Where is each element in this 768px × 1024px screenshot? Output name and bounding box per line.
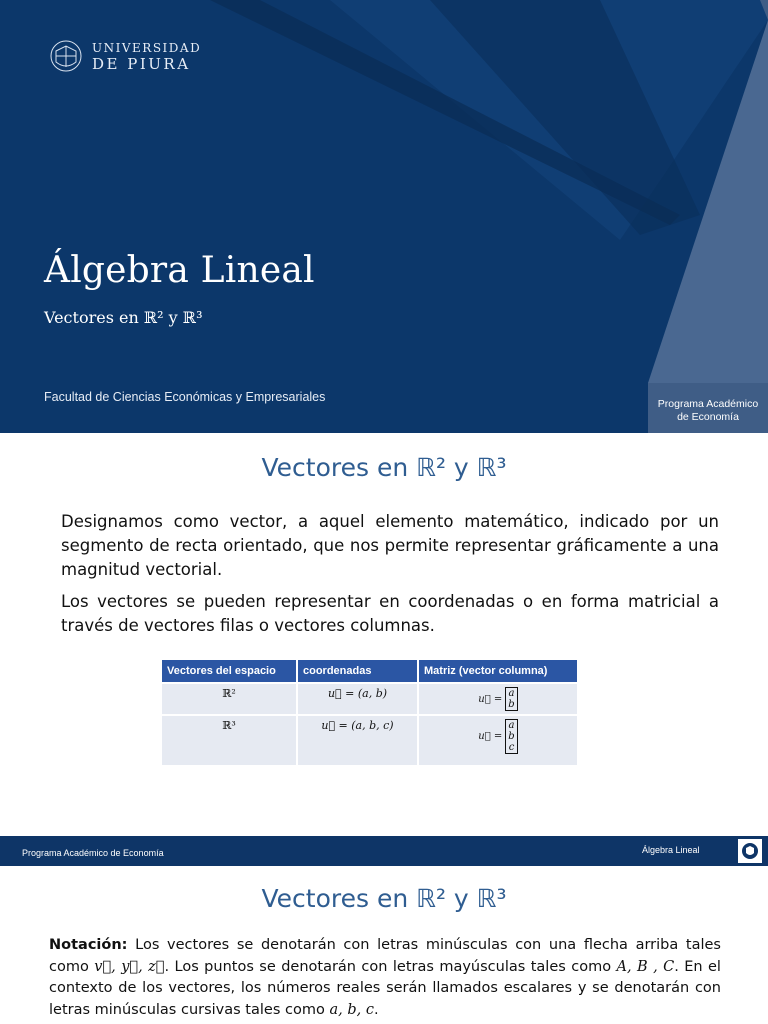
faculty-name: Facultad de Ciencias Económicas y Empresariales [44, 390, 326, 404]
notation-paragraph [49, 935, 721, 1021]
table-cell-space: ℝ³ [162, 715, 297, 765]
cover-subtitle: Vectores en ℝ² y ℝ³ [44, 308, 203, 327]
footer-program: Programa Académico de Economía [22, 848, 164, 858]
matrix-entry: c [508, 742, 515, 753]
vector-definition-paragraph: Designamos como vector, a aquel elemento matemático, indicado por un segmento de recta orientado, que nos permite representar gráficamente a una magnitud vectorial. [61, 512, 719, 579]
table-cell-coords: u⃗ = (a, b) [297, 683, 418, 715]
table-cell-coords: u⃗ = (a, b, c) [297, 715, 418, 765]
notation-points: A, B , C [616, 958, 675, 975]
footer-course: Álgebra Lineal [642, 845, 700, 855]
notation-vectors: v⃗, y⃗, z⃗ [94, 958, 165, 975]
program-line-2: de Economía [677, 411, 739, 423]
vector-representation-table [162, 660, 579, 765]
matrix-entry: a [508, 720, 515, 731]
column-matrix [505, 719, 517, 754]
university-seal-icon [738, 839, 762, 863]
notation-text: Los vectores se denotarán con letras minúsculas con una flecha arriba tales como [49, 937, 721, 975]
cover-title: Álgebra Lineal [44, 250, 315, 291]
matrix-entry: b [508, 731, 515, 742]
logo-line-1: UNIVERSIDAD [92, 41, 202, 55]
notation-label: Notación: [49, 937, 128, 953]
table-row [162, 683, 578, 715]
table-cell-matrix [418, 715, 578, 765]
notation-text: . En el contexto de los vectores, los números reales serán llamados escalares y se denotarán con letras minúsculas cursivas tales como [49, 958, 721, 1018]
table-row [162, 715, 578, 765]
table-cell-matrix [418, 683, 578, 715]
table-header: Matriz (vector columna) [418, 660, 578, 683]
table-header: Vectores del espacio [162, 660, 297, 683]
notation-text: . Los puntos se denotarán con letras mayúsculas tales como [164, 958, 617, 975]
program-box [648, 383, 768, 433]
logo-line-2: DE PIURA [92, 55, 191, 73]
column-matrix [505, 687, 517, 711]
matrix-entry: b [508, 699, 515, 710]
program-line-1: Programa Académico [657, 398, 759, 410]
table-header: coordenadas [297, 660, 418, 683]
cover-slide [0, 0, 768, 433]
table-cell-space: ℝ² [162, 683, 297, 715]
notation-scalars: a, b, c [329, 1001, 374, 1018]
university-seal-icon [48, 34, 84, 78]
table-header-row [162, 660, 578, 683]
slide-footer [0, 836, 768, 866]
slide2-title: Vectores en ℝ² y ℝ³ [261, 453, 507, 482]
vector-representation-paragraph: Los vectores se pueden representar en coordenadas o en forma matricial a través de vectores filas o vectores columnas. [61, 592, 719, 635]
matrix-entry: a [508, 688, 515, 699]
university-logo [48, 34, 201, 78]
matrix-label: u⃗ = [478, 693, 503, 705]
slide3-title: Vectores en ℝ² y ℝ³ [261, 884, 507, 913]
notation-text: . [373, 1001, 379, 1018]
matrix-label: u⃗ = [478, 731, 503, 742]
